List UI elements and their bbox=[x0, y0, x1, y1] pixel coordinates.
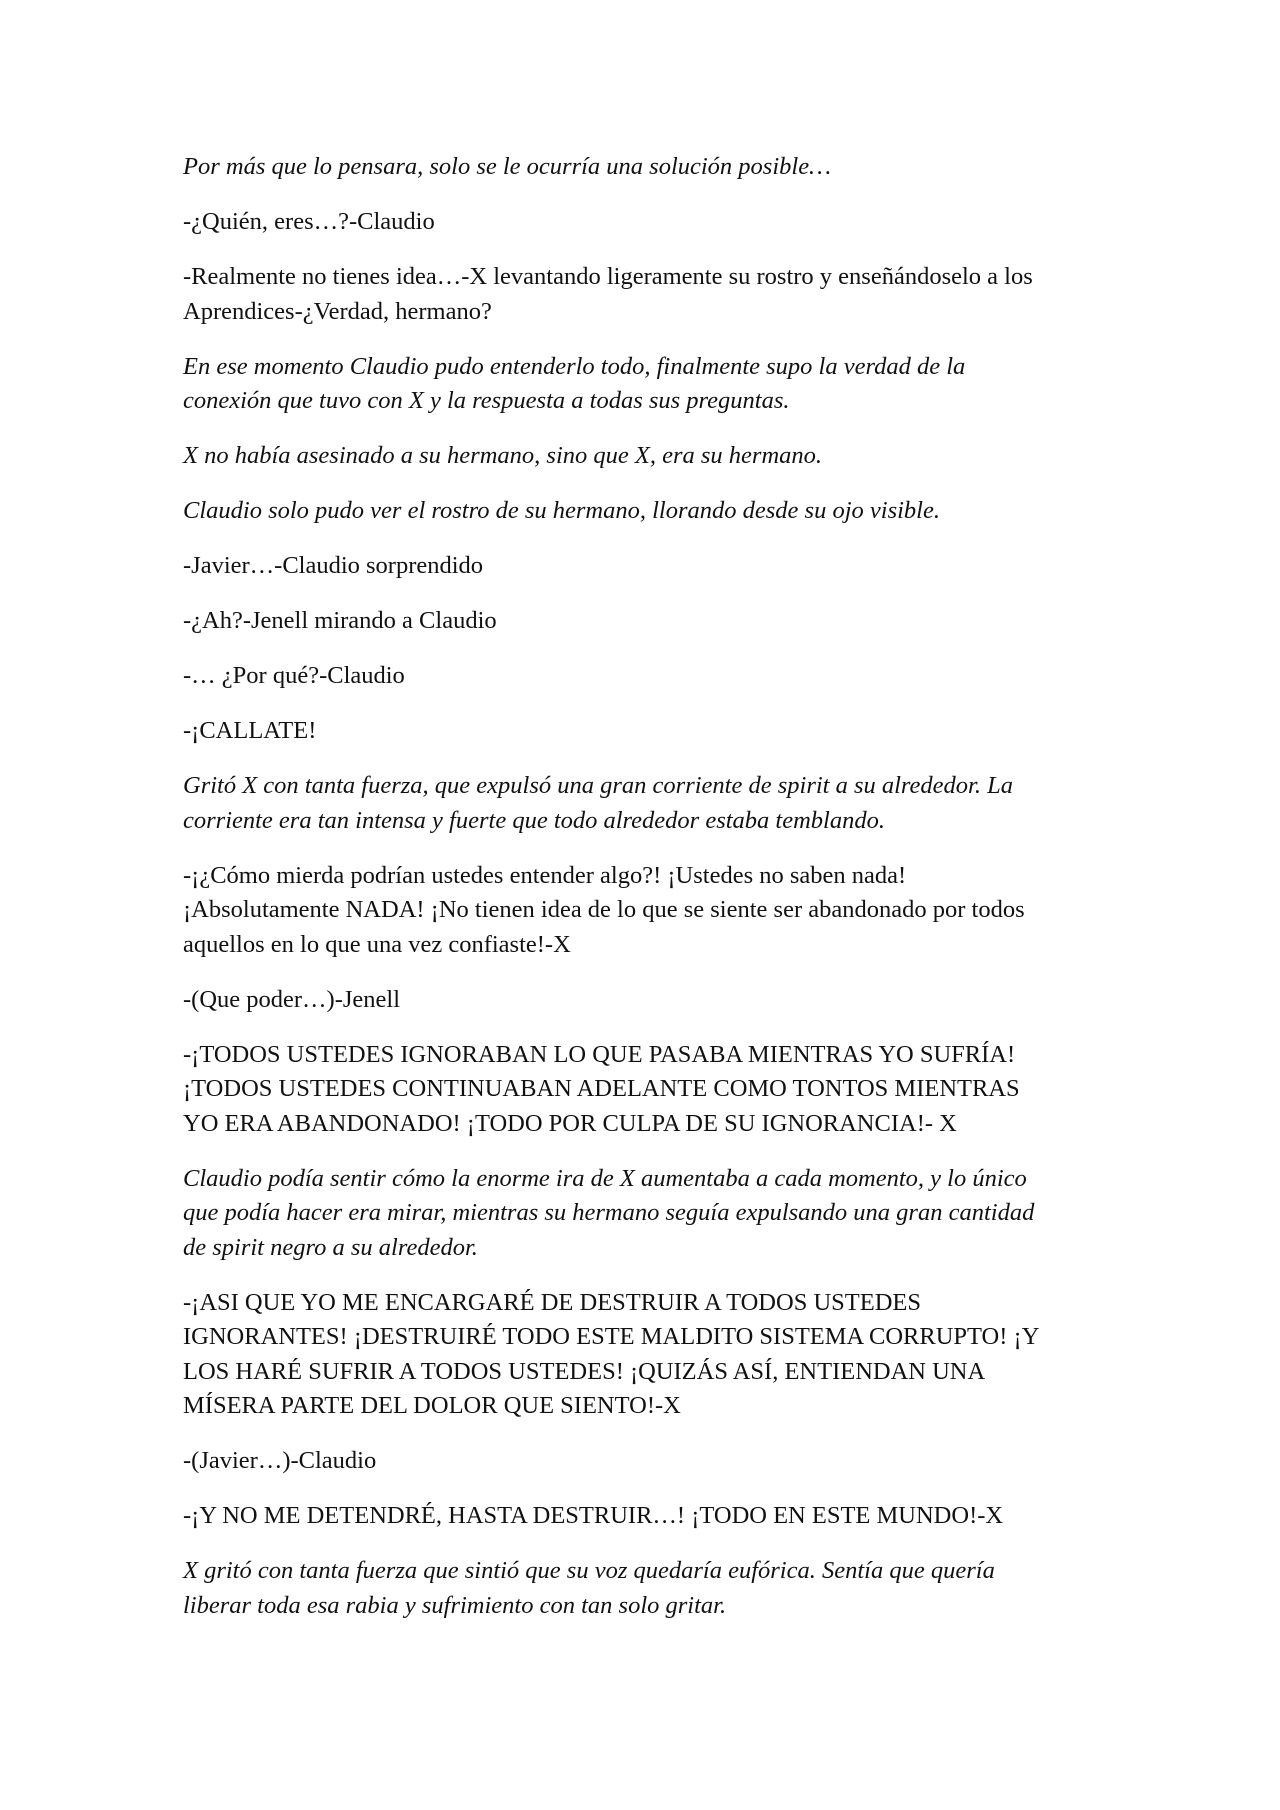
dialogue-paragraph bbox=[183, 1499, 1103, 1534]
text-line: de spirit negro a su alrededor. bbox=[183, 1233, 478, 1261]
text-line: -¿Quién, eres…?-Claudio bbox=[183, 208, 435, 235]
page-body bbox=[183, 150, 1103, 1644]
text-line: Claudio solo pudo ver el rostro de su hermano, llorando desde su ojo visible. bbox=[183, 497, 940, 524]
text-line: -¡CALLATE! bbox=[183, 717, 317, 744]
text-line: -¡¿Cómo mierda podrían ustedes entender algo?! ¡Ustedes no saben nada! bbox=[183, 861, 907, 889]
dialogue-paragraph bbox=[183, 260, 1103, 329]
dialogue-paragraph bbox=[183, 659, 1103, 694]
text-line: -¡Y NO ME DETENDRÉ, HASTA DESTRUIR…! ¡TODO EN ESTE MUNDO!-X bbox=[183, 1502, 1004, 1529]
dialogue-paragraph bbox=[183, 1038, 1103, 1142]
text-line: X gritó con tanta fuerza que sintió que su voz quedaría eufórica. Sentía que quería bbox=[183, 1557, 995, 1584]
dialogue-paragraph bbox=[183, 859, 1103, 963]
text-line: liberar toda esa rabia y sufrimiento con tan solo gritar. bbox=[183, 1591, 727, 1619]
text-line: Claudio podía sentir cómo la enorme ira de X aumentaba a cada momento, y lo único bbox=[183, 1164, 1027, 1192]
dialogue-paragraph bbox=[183, 1444, 1103, 1479]
dialogue-paragraph bbox=[183, 714, 1103, 749]
text-line: -(Que poder…)-Jenell bbox=[183, 985, 401, 1013]
text-line: En ese momento Claudio pudo entenderlo todo, finalmente supo la verdad de la bbox=[183, 352, 966, 380]
text-line: aquellos en lo que una vez confiaste!-X bbox=[183, 930, 571, 958]
text-line: Gritó X con tanta fuerza, que expulsó una gran corriente de spirit a su alrededor. La bbox=[183, 772, 1013, 799]
text-line: LOS HARÉ SUFRIR A TODOS USTEDES! ¡QUIZÁS ASÍ, ENTIENDAN UNA bbox=[183, 1357, 986, 1385]
text-line: -Realmente no tienes idea…-X levantando ligeramente su rostro y enseñándoselo a los bbox=[183, 263, 1033, 290]
text-line: X no había asesinado a su hermano, sino que X, era su hermano. bbox=[183, 442, 823, 469]
text-line: que podía hacer era mirar, mientras su hermano seguía expulsando una gran cantidad bbox=[183, 1199, 1035, 1226]
dialogue-paragraph bbox=[183, 604, 1103, 639]
text-line: MÍSERA PARTE DEL DOLOR QUE SIENTO!-X bbox=[183, 1392, 681, 1419]
narration-paragraph bbox=[183, 150, 1103, 185]
narration-paragraph bbox=[183, 769, 1103, 838]
dialogue-paragraph bbox=[183, 983, 1103, 1018]
narration-paragraph bbox=[183, 494, 1103, 529]
text-line: conexión que tuvo con X y la respuesta a todas sus preguntas. bbox=[183, 387, 790, 414]
text-line: -Javier…-Claudio sorprendido bbox=[183, 552, 484, 579]
dialogue-paragraph bbox=[183, 549, 1103, 584]
text-line: -(Javier…)-Claudio bbox=[183, 1447, 377, 1474]
narration-paragraph bbox=[183, 1162, 1103, 1266]
text-line: ¡TODOS USTEDES CONTINUABAN ADELANTE COMO TONTOS MIENTRAS bbox=[183, 1075, 1020, 1102]
text-line: Por más que lo pensara, solo se le ocurría una solución posible… bbox=[183, 153, 831, 180]
text-line: YO ERA ABANDONADO! ¡TODO POR CULPA DE SU IGNORANCIA!- X bbox=[183, 1109, 957, 1137]
text-line: Aprendices-¿Verdad, hermano? bbox=[183, 297, 492, 325]
narration-paragraph bbox=[183, 1554, 1103, 1623]
narration-paragraph bbox=[183, 350, 1103, 419]
dialogue-paragraph bbox=[183, 1286, 1103, 1424]
text-line: -¡ASI QUE YO ME ENCARGARÉ DE DESTRUIR A TODOS USTEDES bbox=[183, 1288, 921, 1316]
dialogue-paragraph bbox=[183, 205, 1103, 240]
text-line: -… ¿Por qué?-Claudio bbox=[183, 662, 405, 689]
text-line: -¡TODOS USTEDES IGNORABAN LO QUE PASABA MIENTRAS YO SUFRÍA! bbox=[183, 1040, 1016, 1068]
text-line: corriente era tan intensa y fuerte que todo alrededor estaba temblando. bbox=[183, 806, 885, 834]
text-line: IGNORANTES! ¡DESTRUIRÉ TODO ESTE MALDITO SISTEMA CORRUPTO! ¡Y bbox=[183, 1323, 1040, 1350]
text-line: -¿Ah?-Jenell mirando a Claudio bbox=[183, 607, 497, 634]
text-line: ¡Absolutamente NADA! ¡No tienen idea de lo que se siente ser abandonado por todos bbox=[183, 896, 1025, 923]
narration-paragraph bbox=[183, 439, 1103, 474]
